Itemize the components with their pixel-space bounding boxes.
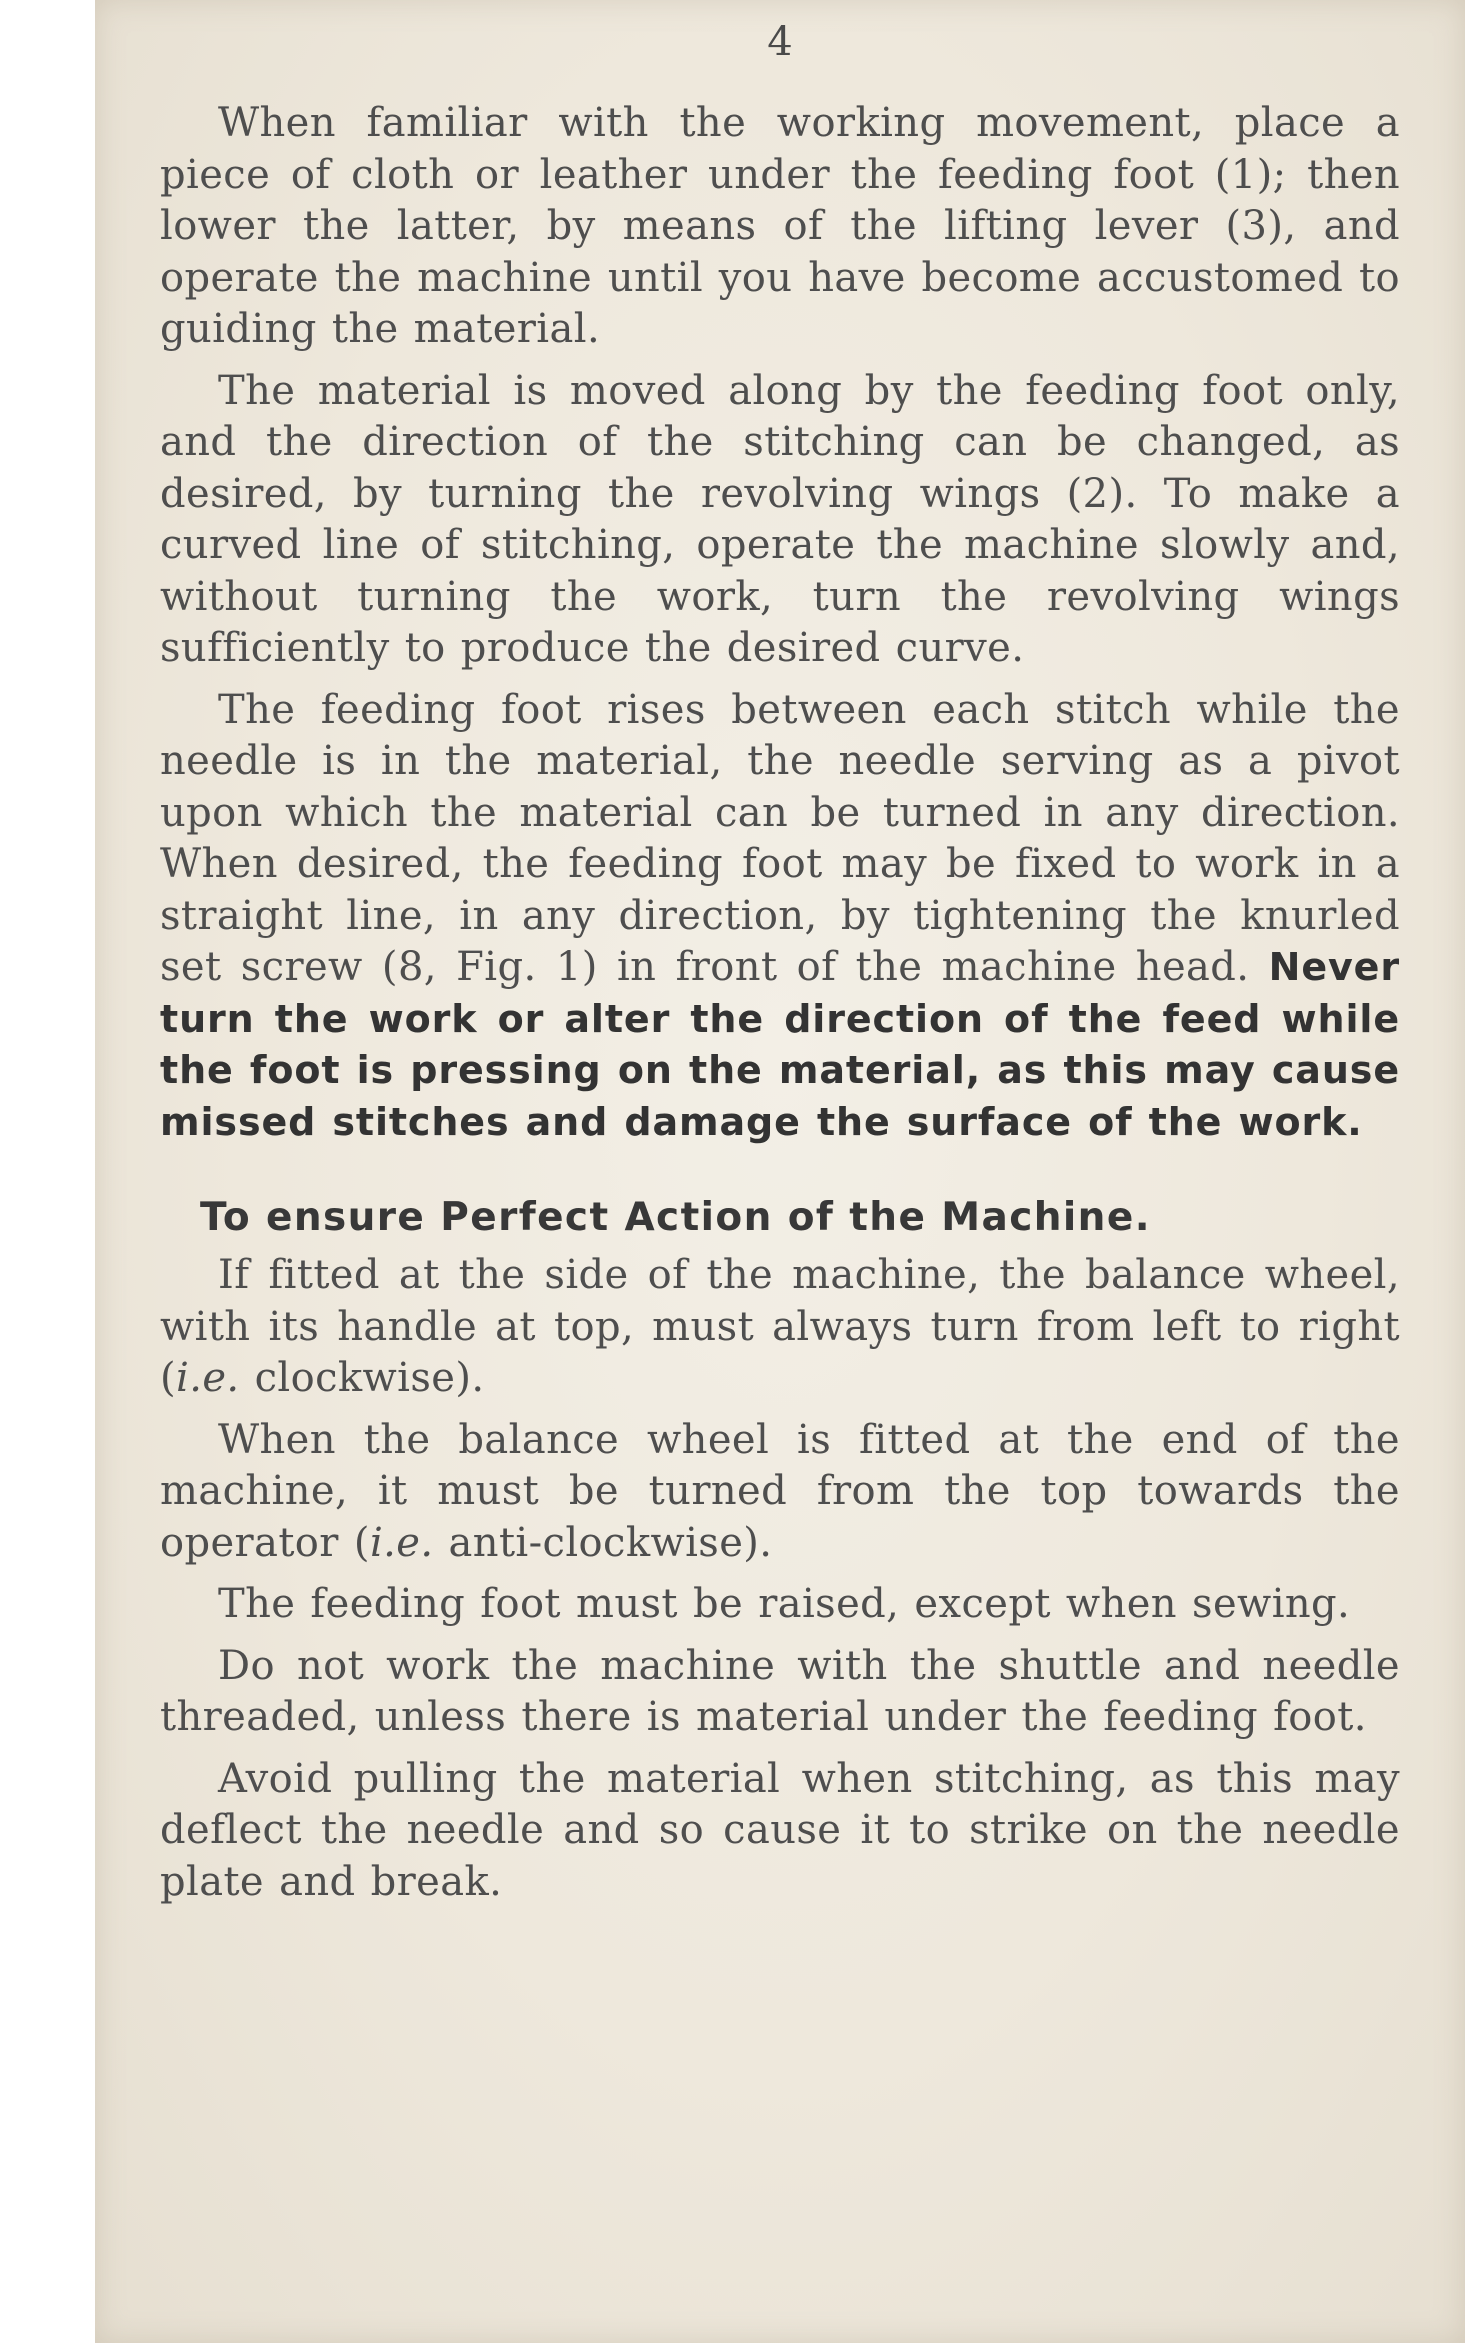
manual-page (95, 0, 1465, 2343)
paragraph-feeding-foot-text: The feeding foot rises between each stitch while the needle is in the material, the needle serving as a pivot upon which the material can be turned in any direction. When desired, the feeding foot may be fixed to work in a straight line, in any direction, by tightening the knurled set screw (8, Fig. 1) in front of the machine head. (160, 686, 1400, 990)
paragraph-raise-foot: The feeding foot must be raised, except when sewing. (218, 1581, 1351, 1627)
paragraph-threaded: Do not work the machine with the shuttle and needle threaded, unless there is material under the feeding foot. (160, 1642, 1400, 1740)
warning-text: Never turn the work or alter the direction of the feed while the foot is pressing on the material, as this may cause missed stitches and damage the surface of the work. (160, 945, 1400, 1144)
section-heading: To ensure Perfect Action of the Machine. (200, 1195, 1151, 1240)
paragraph-side-wheel (160, 1250, 1400, 1405)
end-wheel-text-end: anti-clockwise). (433, 1519, 773, 1566)
page-number: 4 (767, 19, 793, 65)
end-wheel-ie: i.e. (369, 1519, 434, 1566)
paragraph-direction: The material is moved along by the feeding foot only, and the direction of the stitching can be changed, as desired, by turning the revolving wings (2). To make a curved line of stitching, operate the machine slowly and, without turning the work, turn the revolving wings sufficiently to produce the desired curve. (160, 367, 1400, 671)
side-wheel-text: If fitted at the side of the machine, the balance wheel, with its handle at top, must always turn from left to right ( (160, 1252, 1400, 1401)
paragraph-feeding-foot (160, 685, 1400, 1149)
side-wheel-text-end: clockwise). (239, 1355, 485, 1401)
side-wheel-ie: i.e. (176, 1355, 240, 1401)
paragraph-familiar: When familiar with the working movement, place a piece of cloth or leather under the feeding foot (1); then lower the latter, by means of the lifting lever (3), and operate the machine until you have become accustomed to guiding the material. (160, 100, 1400, 352)
page-body (160, 98, 1400, 1918)
paragraph-end-wheel (160, 1415, 1400, 1570)
paragraph-avoid-pulling: Avoid pulling the material when stitching, as this may deflect the needle and so cause it to strike on the needle plate and break. (160, 1755, 1400, 1905)
end-wheel-text: When the balance wheel is fitted at the end of the machine, it must be turned from the top towards the operator ( (160, 1416, 1400, 1566)
